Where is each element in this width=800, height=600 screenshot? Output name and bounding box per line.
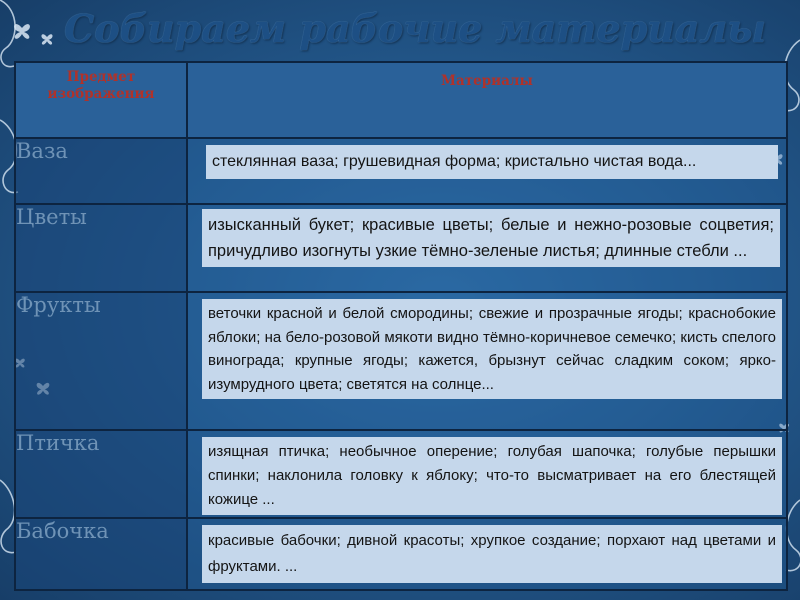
row-description-cell xyxy=(187,138,787,204)
butterfly-icon xyxy=(41,34,52,44)
description-box xyxy=(202,525,782,583)
butterfly-icon xyxy=(14,24,30,39)
header-materials-label: Материалы xyxy=(441,73,533,89)
swirl-ornament xyxy=(786,500,800,571)
table-header-row xyxy=(15,62,787,138)
row-description: веточки красной и белой смородины; свежие и прозрачные ягоды; краснобокие яблоки; на бело-розовой мякоти видно тёмно-коричневое семечко; кисть спелого винограда; крупные ягоды; кажется, брызнут сейчас сладким соком; ярко-изумрудного цвета; светятся на солнце... xyxy=(208,305,776,393)
row-description: стеклянная ваза; грушевидная форма; кристально чистая вода... xyxy=(212,153,697,170)
table-row xyxy=(15,204,787,292)
row-subject: Птичка xyxy=(15,430,187,518)
row-subject: Цветы xyxy=(15,204,187,292)
description-box xyxy=(206,145,778,179)
table-row xyxy=(15,430,787,518)
row-description-cell xyxy=(187,430,787,518)
table-row xyxy=(15,292,787,430)
row-subject: Бабочка xyxy=(15,518,187,590)
description-box xyxy=(202,299,782,399)
table-row xyxy=(15,138,787,204)
header-subject-label: Предмет изображения xyxy=(47,69,155,102)
materials-table xyxy=(14,61,788,591)
row-subject: Ваза xyxy=(15,138,187,204)
row-description: красивые бабочки; дивной красоты; хрупкое создание; порхают над цветами и фруктами. ... xyxy=(208,532,776,575)
row-subject: Фрукты xyxy=(15,292,187,430)
description-box xyxy=(202,209,780,267)
row-description-cell xyxy=(187,292,787,430)
header-subject-cell xyxy=(15,62,187,138)
row-description-cell xyxy=(187,518,787,590)
header-materials-cell xyxy=(187,62,787,138)
row-description: изысканный букет; красивые цветы; белые и нежно-розовые соцветия; причудливо изогнуты узкие тёмно-зеленые листья; длинные стебли ... xyxy=(208,216,774,260)
row-description-cell xyxy=(187,204,787,292)
table-row xyxy=(15,518,787,590)
description-box xyxy=(202,437,782,515)
slide-title: Собираем рабочие материалы xyxy=(64,6,766,51)
row-description: изящная птичка; необычное оперение; голубая шапочка; голубые перышки спинки; наклонила головку к яблоку; что-то высматривает на его блестящей кожице ... xyxy=(208,443,776,508)
swirl-ornament xyxy=(0,0,15,67)
